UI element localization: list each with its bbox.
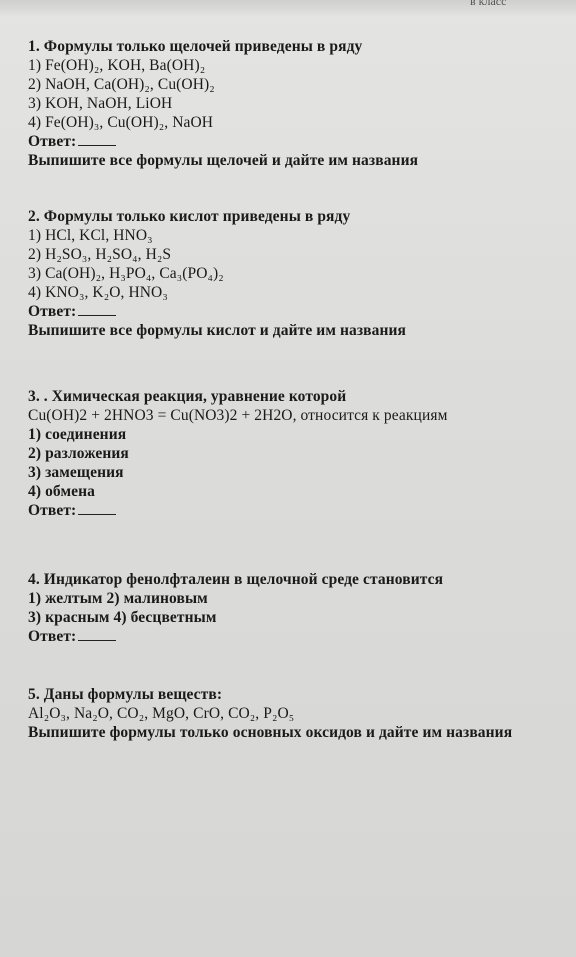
task-1-answer-blank[interactable]	[78, 133, 116, 146]
task-3-option-4: 4) обмена	[28, 483, 95, 500]
task-2-answer	[28, 302, 568, 321]
task-1-answer	[28, 132, 568, 151]
task-1-title: 1. Формулы только щелочей приведены в ряду	[28, 38, 363, 55]
task-5-title: 5. Даны формулы веществ:	[28, 686, 223, 703]
task-3-option-3: 3) замещения	[28, 464, 124, 481]
task-2-option-2: 2) H₂SO₃, H₂SO₄, H₂S	[28, 246, 172, 263]
task-1-option-4: 4) Fe(OH)₃, Cu(OH)₂, NaOH	[28, 114, 214, 131]
task-3-title: 3. . Химическая реакция, уравнение которой	[28, 388, 347, 405]
task-3-option-1: 1) соединения	[28, 426, 127, 443]
task-3-answer	[28, 501, 568, 520]
task-3-option-2: 2) разложения	[28, 445, 129, 462]
task-2-answer-blank[interactable]	[78, 303, 116, 316]
task-1-option-2: 2) NaOH, Ca(OH)₂, Cu(OH)₂	[28, 76, 215, 93]
task-1-instruction: Выпишите все формулы щелочей и дайте им названия	[28, 152, 419, 169]
task-4-option-row-1: 1) желтым 2) малиновым	[28, 590, 208, 607]
task-5	[28, 685, 568, 742]
page-top-edge	[0, 0, 576, 16]
task-1-option-3: 3) KOH, NaOH, LiOH	[28, 95, 173, 112]
task-2-option-4: 4) KNO₃, K₂O, HNO₃	[28, 284, 168, 301]
task-3-equation: Cu(OH)2 + 2HNO3 = Cu(NO3)2 + 2H2O, относится к реакциям	[28, 407, 448, 424]
task-2	[28, 207, 568, 340]
task-2-title: 2. Формулы только кислот приведены в ряду	[28, 208, 351, 225]
task-4-option-row-2: 3) красным 4) бесцветным	[28, 609, 217, 626]
header-fragment: в класс	[470, 0, 507, 8]
task-4-title: 4. Индикатор фенолфталеин в щелочной среде становится	[28, 571, 444, 588]
task-5-formulas: Al₂O₃, Na₂O, CO₂, MgO, CrO, CO₂, P₂O₅	[28, 705, 295, 722]
task-4	[28, 570, 568, 646]
task-1-answer-label: Ответ:	[28, 133, 77, 150]
task-3	[28, 387, 568, 520]
task-2-option-3: 3) Ca(OH)₂, H₃PO₄, Ca₃(PO₄)₂	[28, 265, 224, 282]
task-3-answer-label: Ответ:	[28, 502, 77, 519]
task-5-instruction: Выпишите формулы только основных оксидов и дайте им названия	[28, 724, 513, 741]
task-3-answer-blank[interactable]	[78, 502, 116, 515]
task-4-answer	[28, 627, 568, 646]
task-2-answer-label: Ответ:	[28, 303, 77, 320]
task-1-option-1: 1) Fe(OH)₂, KOH, Ba(OH)₂	[28, 57, 206, 74]
task-4-answer-label: Ответ:	[28, 628, 77, 645]
task-1	[28, 37, 568, 170]
task-4-answer-blank[interactable]	[78, 628, 116, 641]
task-2-instruction: Выпишите все формулы кислот и дайте им названия	[28, 322, 407, 339]
task-2-option-1: 1) HCl, KCl, HNO₃	[28, 227, 153, 244]
